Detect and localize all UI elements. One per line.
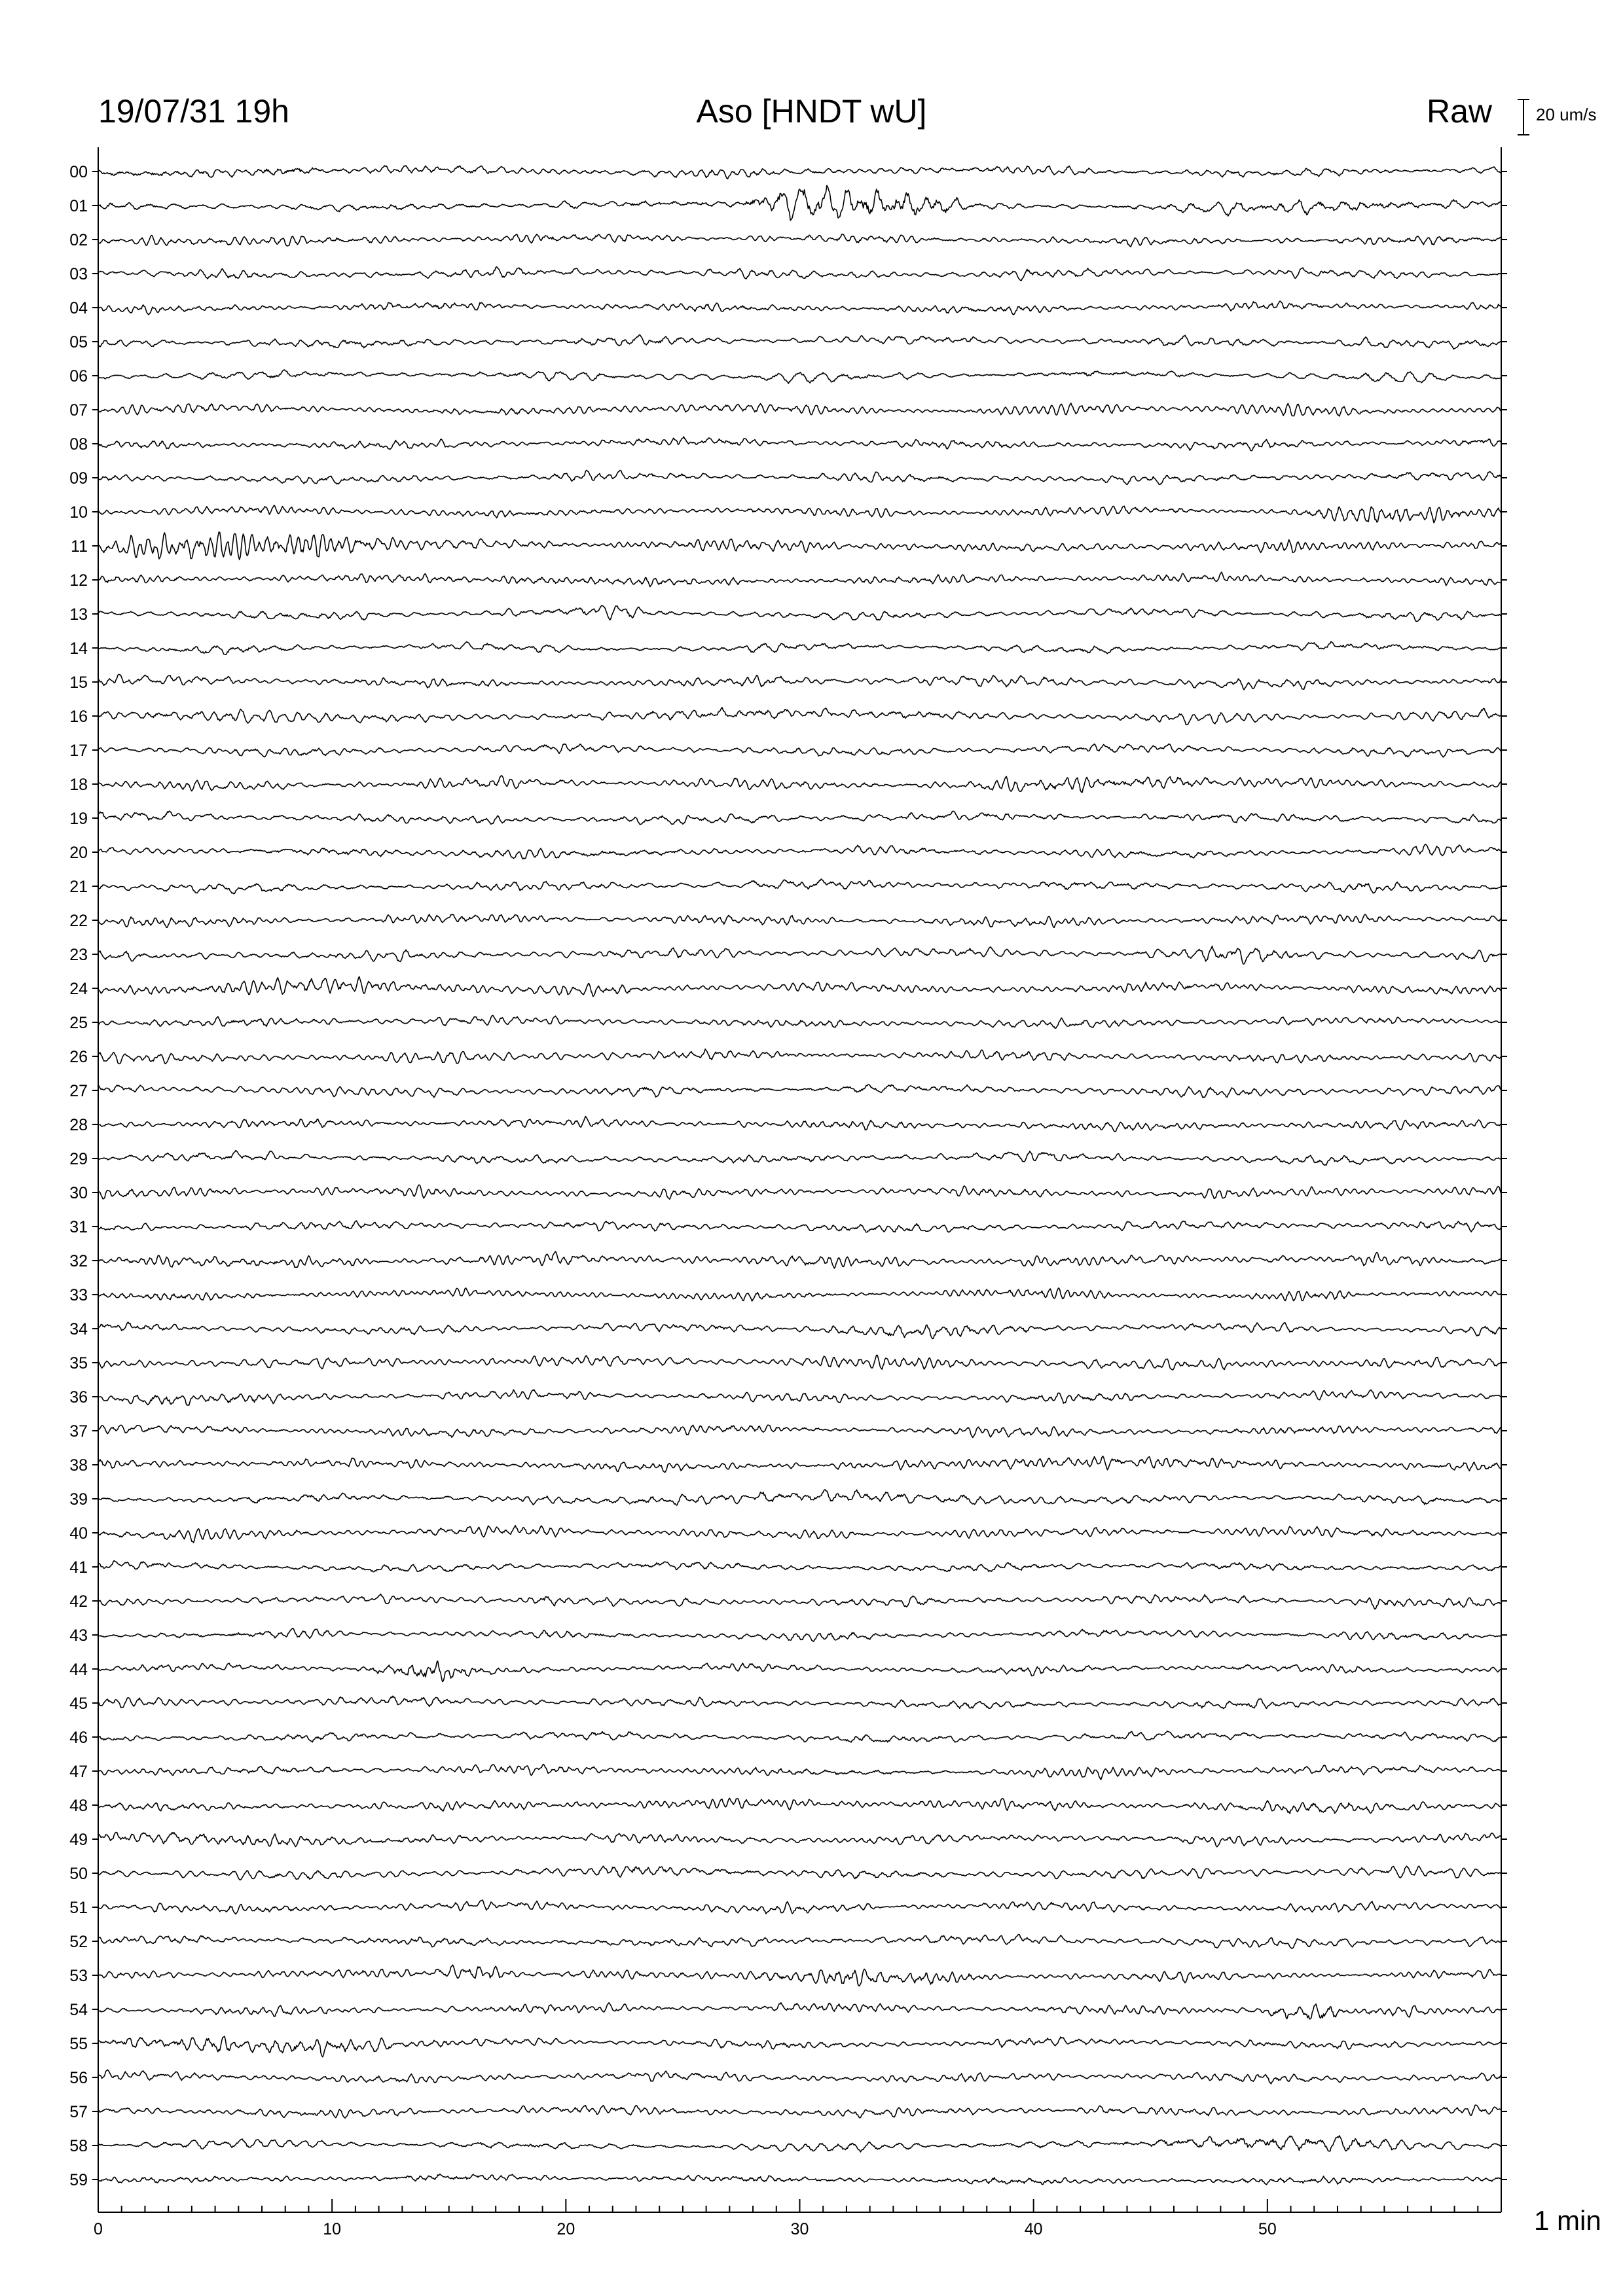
trace-row-14: [98, 641, 1501, 655]
trace-row-55: [98, 2036, 1501, 2057]
row-label-41: 41: [69, 1558, 88, 1577]
trace-row-16: [98, 708, 1501, 725]
row-label-32: 32: [69, 1252, 88, 1270]
row-label-33: 33: [69, 1286, 88, 1304]
row-label-25: 25: [69, 1014, 88, 1032]
trace-row-56: [98, 2070, 1501, 2084]
trace-row-37: [98, 1425, 1501, 1437]
trace-row-59: [98, 2174, 1501, 2185]
trace-row-46: [98, 1731, 1501, 1742]
row-label-35: 35: [69, 1354, 88, 1372]
trace-row-08: [98, 437, 1501, 451]
row-label-56: 56: [69, 2069, 88, 2087]
trace-row-34: [98, 1322, 1501, 1338]
row-label-19: 19: [69, 810, 88, 828]
row-label-28: 28: [69, 1116, 88, 1134]
row-label-14: 14: [69, 639, 88, 658]
row-label-15: 15: [69, 673, 88, 692]
trace-row-49: [98, 1833, 1501, 1847]
trace-row-10: [98, 505, 1501, 523]
row-label-36: 36: [69, 1388, 88, 1407]
amplitude-scale-bar: [1518, 99, 1529, 135]
trace-row-17: [98, 744, 1501, 757]
row-label-13: 13: [69, 605, 88, 624]
row-label-09: 09: [69, 469, 88, 488]
row-label-46: 46: [69, 1729, 88, 1747]
row-label-57: 57: [69, 2103, 88, 2121]
mode-label: Raw: [1426, 93, 1492, 130]
row-label-11: 11: [71, 537, 88, 556]
row-label-38: 38: [69, 1456, 88, 1475]
plot-frame: [98, 147, 1501, 2212]
row-label-52: 52: [69, 1933, 88, 1951]
row-label-29: 29: [69, 1150, 88, 1168]
trace-row-15: [98, 674, 1501, 690]
trace-row-38: [98, 1456, 1501, 1473]
trace-row-50: [98, 1866, 1501, 1880]
row-label-44: 44: [69, 1660, 88, 1679]
row-label-03: 03: [69, 265, 88, 283]
row-label-18: 18: [69, 776, 88, 794]
row-label-07: 07: [69, 401, 88, 420]
row-label-58: 58: [69, 2137, 88, 2155]
amplitude-scale-label: 20 um/s: [1536, 105, 1597, 124]
trace-row-44: [98, 1661, 1501, 1682]
station-title: Aso [HNDT wU]: [696, 93, 927, 130]
row-label-26: 26: [69, 1048, 88, 1066]
trace-row-20: [98, 844, 1501, 859]
row-label-43: 43: [69, 1626, 88, 1645]
trace-row-53: [98, 1965, 1501, 1986]
trace-row-35: [98, 1355, 1501, 1371]
row-label-17: 17: [69, 742, 88, 760]
row-label-06: 06: [69, 367, 88, 386]
row-label-39: 39: [69, 1490, 88, 1509]
row-label-42: 42: [69, 1592, 88, 1611]
trace-row-22: [98, 914, 1501, 927]
trace-row-54: [98, 2003, 1501, 2019]
x-tick-label: 50: [1258, 2220, 1277, 2238]
row-label-55: 55: [69, 2035, 88, 2053]
row-label-45: 45: [69, 1695, 88, 1713]
trace-row-24: [98, 977, 1501, 997]
trace-row-27: [98, 1085, 1501, 1098]
trace-row-30: [98, 1185, 1501, 1199]
trace-row-57: [98, 2105, 1501, 2118]
trace-row-31: [98, 1221, 1501, 1232]
trace-row-52: [98, 1935, 1501, 1949]
trace-row-41: [98, 1560, 1501, 1571]
trace-row-32: [98, 1251, 1501, 1268]
trace-row-23: [98, 946, 1501, 965]
datetime-label: 19/07/31 19h: [98, 93, 289, 130]
trace-row-28: [98, 1117, 1501, 1132]
trace-row-02: [98, 234, 1501, 247]
trace-row-09: [98, 471, 1501, 485]
trace-row-12: [98, 572, 1501, 586]
trace-row-42: [98, 1594, 1501, 1609]
row-label-08: 08: [69, 435, 88, 454]
trace-row-26: [98, 1049, 1501, 1064]
row-label-10: 10: [69, 503, 88, 522]
x-tick-label: 30: [790, 2220, 809, 2238]
row-label-21: 21: [69, 878, 88, 896]
trace-row-19: [98, 811, 1501, 824]
row-label-16: 16: [69, 708, 88, 726]
row-label-05: 05: [69, 333, 88, 351]
trace-row-39: [98, 1490, 1501, 1505]
row-label-37: 37: [69, 1422, 88, 1441]
row-label-48: 48: [69, 1797, 88, 1815]
row-label-50: 50: [69, 1865, 88, 1883]
trace-row-21: [98, 879, 1501, 894]
trace-row-47: [98, 1765, 1501, 1780]
row-label-34: 34: [69, 1320, 88, 1338]
row-label-51: 51: [69, 1899, 88, 1917]
trace-row-00: [98, 166, 1501, 179]
row-label-53: 53: [69, 1967, 88, 1985]
trace-row-11: [98, 532, 1501, 560]
tick-group: [94, 2199, 1501, 2238]
trace-row-05: [98, 334, 1501, 349]
trace-row-45: [98, 1696, 1501, 1708]
row-label-00: 00: [69, 163, 88, 181]
row-label-group: [69, 163, 1507, 2189]
x-axis-unit-label: 1 min: [1534, 2205, 1601, 2236]
trace-row-07: [98, 403, 1501, 416]
row-label-40: 40: [69, 1524, 88, 1543]
trace-row-04: [98, 301, 1501, 315]
x-tick-label: 10: [323, 2220, 342, 2238]
row-label-22: 22: [69, 912, 88, 930]
trace-row-01: [98, 185, 1501, 220]
row-label-24: 24: [69, 980, 88, 998]
row-label-04: 04: [69, 299, 88, 317]
trace-row-06: [98, 370, 1501, 384]
trace-row-29: [98, 1151, 1501, 1166]
trace-row-18: [98, 776, 1501, 793]
row-label-27: 27: [69, 1082, 88, 1100]
row-label-02: 02: [69, 231, 88, 249]
trace-row-33: [98, 1288, 1501, 1301]
row-label-30: 30: [69, 1184, 88, 1202]
x-tick-label: 20: [556, 2220, 575, 2238]
x-tick-label: 0: [94, 2220, 103, 2238]
trace-row-25: [98, 1015, 1501, 1028]
trace-row-36: [98, 1390, 1501, 1405]
row-label-59: 59: [69, 2171, 88, 2189]
row-label-12: 12: [69, 571, 88, 590]
row-label-54: 54: [69, 2001, 88, 2019]
trace-group: [98, 166, 1501, 2185]
trace-row-40: [98, 1526, 1501, 1543]
trace-row-03: [98, 267, 1501, 281]
row-label-01: 01: [69, 197, 88, 215]
trace-row-58: [98, 2136, 1501, 2152]
row-label-49: 49: [69, 1831, 88, 1849]
row-label-23: 23: [69, 946, 88, 964]
trace-row-51: [98, 1900, 1501, 1914]
row-label-20: 20: [69, 844, 88, 862]
row-label-31: 31: [69, 1218, 88, 1236]
trace-row-13: [98, 605, 1501, 621]
x-tick-label: 40: [1024, 2220, 1043, 2238]
trace-row-48: [98, 1798, 1501, 1814]
trace-row-43: [98, 1628, 1501, 1641]
row-label-47: 47: [69, 1763, 88, 1781]
